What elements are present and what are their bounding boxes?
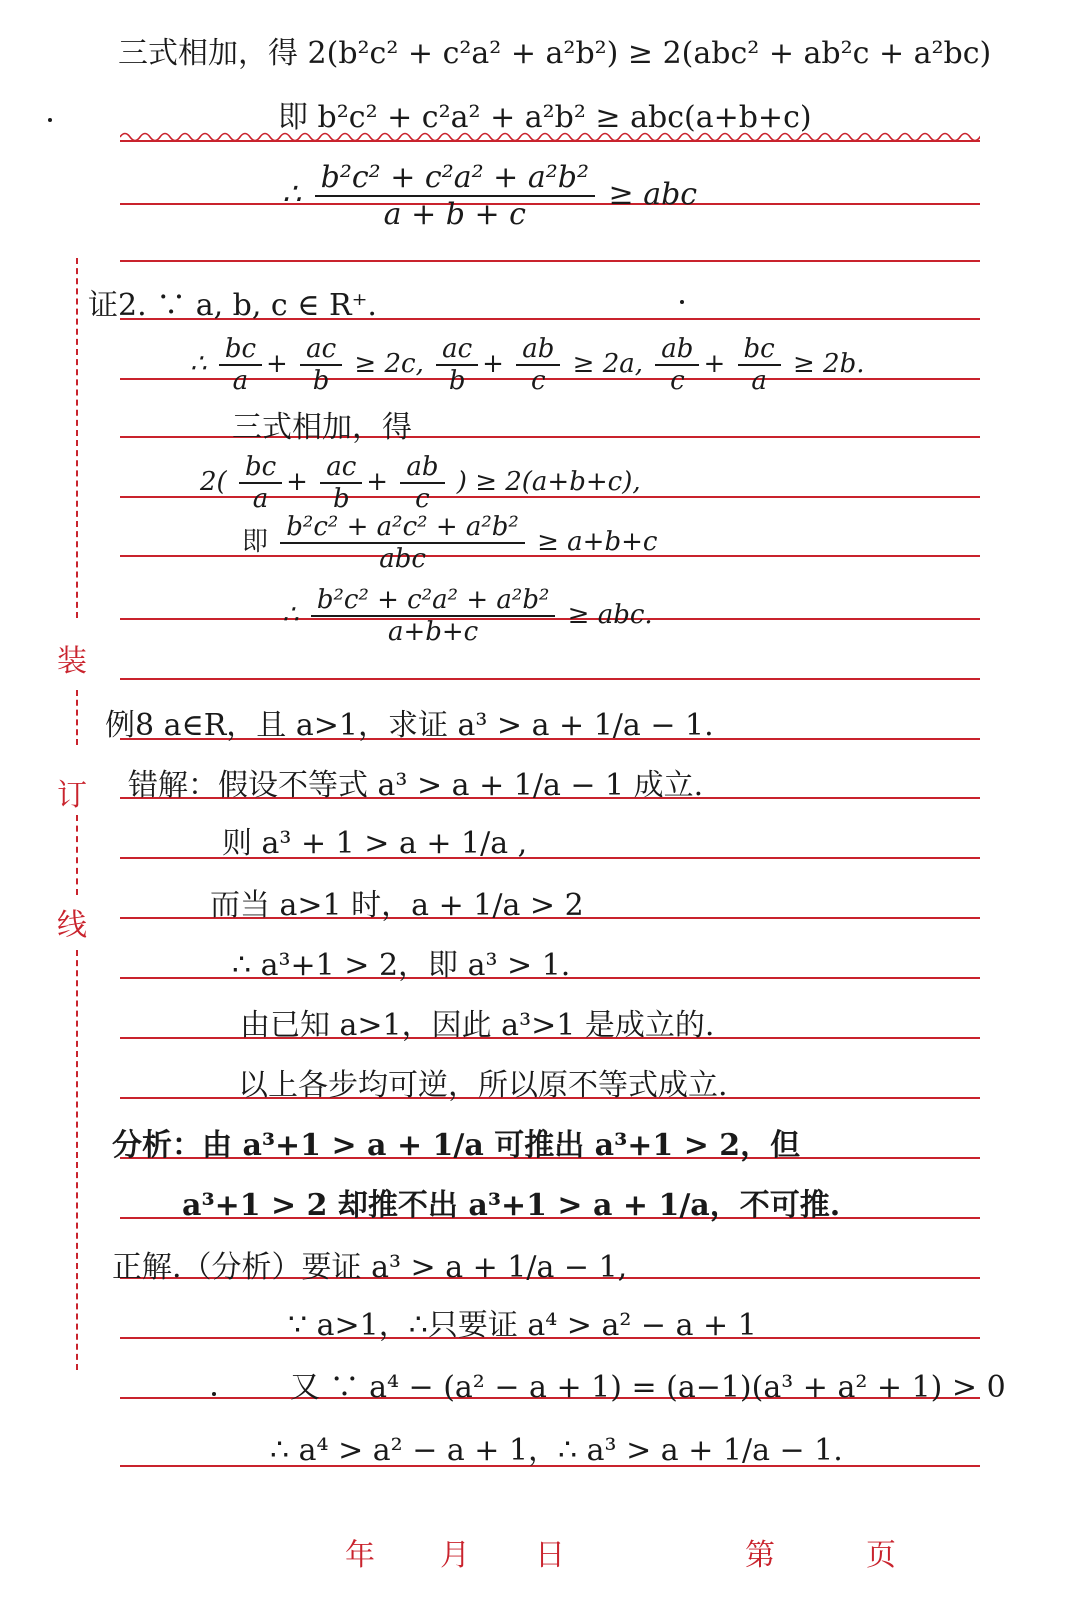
line-when-a-gt-1: 而当 a>1 时，a + 1/a > 2 xyxy=(210,888,584,923)
footer-day: 日 xyxy=(535,1538,565,1573)
line-proof2-start: 证2. ∵ a, b, c ∈ R⁺. xyxy=(88,288,377,323)
line-then: 则 a³ + 1 > a + 1/a , xyxy=(222,826,528,861)
binding-margin-line xyxy=(76,258,78,618)
ruled-line xyxy=(120,678,980,680)
line-conclusion: ∴ a⁴ > a² − a + 1，∴ a³ > a + 1/a − 1. xyxy=(270,1433,843,1468)
line-factor: 又 ∵ a⁴ − (a² − a + 1) = (a−1)(a³ + a² + 1) > 0 xyxy=(290,1370,1006,1405)
pen-dot xyxy=(212,1392,216,1396)
binding-margin-line xyxy=(76,690,78,745)
ruled-line xyxy=(120,260,980,262)
line-ie-fraction: 即 $\frac{\text{b²c² + a²c² + a²b²}}{\text{abc}}$ ≥ a+b+c xyxy=(242,512,658,574)
line-ie-inequality: 即 b²c² + c²a² + a²b² ≥ abc(a+b+c) xyxy=(278,100,812,135)
fraction: $\frac{\text{b²c² + c²a² + a²b²}}{a + b + c}$ xyxy=(315,160,595,232)
line-example8: 例8 a∈R，且 a>1，求证 a³ > a + 1/a − 1. xyxy=(105,708,714,743)
line-sum-fractions: 2( $\frac{bc}{a}$ + $\frac{ac}{b}$ + $\frac{ab}{c}$ ) ≥ 2(a+b+c), xyxy=(200,452,641,514)
line-analysis-cont: a³+1 > 2 却推不出 a³+1 > a + 1/a，不可推. xyxy=(182,1188,841,1223)
binding-label-xian: 线 xyxy=(57,908,87,943)
line-known: 由已知 a>1，因此 a³>1 是成立的. xyxy=(240,1008,715,1043)
line-reversible: 以上各步均可逆，所以原不等式成立. xyxy=(238,1068,728,1103)
line-sum-label: 三式相加，得 xyxy=(232,410,412,445)
footer-month: 月 xyxy=(440,1538,470,1573)
pen-dot xyxy=(680,300,684,304)
line-fraction-conclusion: ∴ $\frac{\text{b²c² + c²a² + a²b²}}{a + b + c}$ ≥ abc xyxy=(282,160,698,232)
line-a3-gt-1: ∴ a³+1 > 2，即 a³ > 1. xyxy=(232,948,571,983)
binding-margin-line xyxy=(76,950,78,1370)
line-analysis: 分析：由 a³+1 > a + 1/a 可推出 a³+1 > 2，但 xyxy=(112,1128,801,1163)
binding-label-ding: 订 xyxy=(57,778,87,813)
line-three-amgm: ∴ $\frac{bc}{a}$ + $\frac{ac}{b}$ ≥ 2c, $\frac{ac}{b}$ + $\frac{ab}{c}$ ≥ 2a, $\frac{ab}{c}$ + $\frac{bc}{a}$ ≥ 2b. xyxy=(190,334,865,396)
line-only-need: ∵ a>1，∴只要证 a⁴ > a² − a + 1 xyxy=(288,1308,757,1343)
binding-margin-line xyxy=(76,815,78,895)
line-sum-inequality: 三式相加，得 2(b²c² + c²a² + a²b²) ≥ 2(abc² + ab²c + a²bc) xyxy=(118,36,992,71)
pen-dot xyxy=(48,118,52,122)
footer-page-prefix: 第 xyxy=(745,1538,775,1573)
line-final-fraction: ∴ $\frac{\text{b²c² + c²a² + a²b²}}{a+b+c}$ ≥ abc. xyxy=(282,585,653,647)
footer-year: 年 xyxy=(345,1538,375,1573)
footer-page-suffix: 页 xyxy=(866,1538,896,1573)
binding-label-zhuang: 装 xyxy=(57,644,87,679)
line-correct-solution: 正解.（分析）要证 a³ > a + 1/a − 1, xyxy=(112,1250,628,1285)
line-wrong-solution: 错解：假设不等式 a³ > a + 1/a − 1 成立. xyxy=(128,768,704,803)
